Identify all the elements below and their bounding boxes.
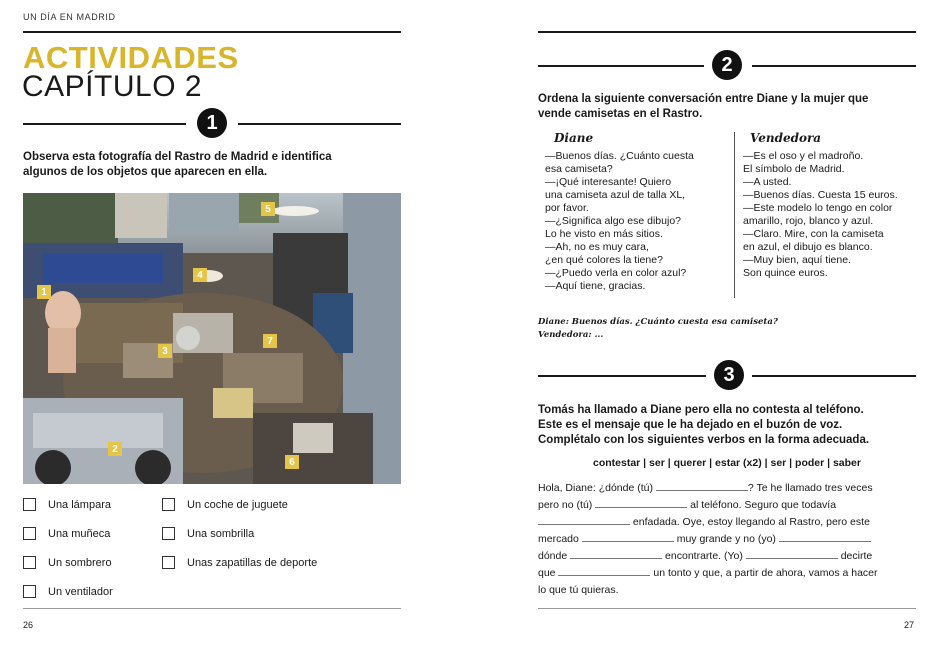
dialogue-line: Son quince euros. (743, 267, 828, 279)
message-text: Hola, Diane: ¿dónde (tú) (538, 482, 653, 494)
message-text: decirte (840, 550, 873, 562)
vendedora-heading: Vendedora (750, 131, 822, 145)
instruction-line: algunos de los objetos que aparecen en ella. (23, 166, 268, 178)
section3-divider-left (538, 375, 706, 377)
checkbox[interactable] (162, 527, 175, 540)
section3-divider-right (752, 375, 916, 377)
activity3-instruction (538, 403, 923, 448)
top-divider (23, 31, 401, 33)
message-text: ? Te he llamado tres veces (747, 482, 873, 494)
checkbox[interactable] (162, 556, 175, 569)
dialogue-line: —Aquí tiene, gracias. (545, 280, 646, 292)
rastro-market-photo (23, 193, 401, 484)
message-text: al teléfono. Seguro que todavía (690, 499, 837, 511)
checklist-item-doll[interactable] (23, 527, 110, 540)
photo-marker-6: 6 (285, 455, 299, 469)
fill-blank[interactable] (582, 531, 674, 542)
top-divider-right (538, 31, 916, 33)
dialogue-line: por favor. (545, 202, 589, 214)
activity2-instruction (538, 92, 923, 122)
voicemail-message (538, 480, 878, 599)
photo-marker-2: 2 (108, 442, 122, 456)
dialogue-line: El símbolo de Madrid. (743, 163, 845, 175)
section-divider-right (238, 123, 401, 125)
photo-marker-3: 3 (158, 344, 172, 358)
checklist-label: Un sombrero (48, 556, 112, 569)
answer-example-line1: Diane: Buenos días. ¿Cuánto cuesta esa camiseta? (538, 317, 778, 327)
checkbox[interactable] (23, 556, 36, 569)
message-text: enfadada. Oye, estoy llegando al Rastro, pero este (632, 516, 870, 528)
footer-divider-right (538, 608, 916, 609)
checklist-item-umbrella[interactable] (162, 527, 254, 540)
section2-divider-right (752, 65, 916, 67)
checklist-label: Una lámpara (48, 498, 111, 511)
column-divider (734, 132, 735, 298)
activity-number-badge: 1 (197, 108, 227, 138)
diane-lines (545, 150, 694, 293)
instruction-line: Este es el mensaje que le ha dejado en el buzón de voz. (538, 419, 843, 431)
answer-example-line2: Vendedora: ... (538, 330, 604, 340)
activities-title: ACTIVIDADES (23, 40, 239, 75)
dialogue-line: ¿en qué colores la tiene? (545, 254, 663, 266)
checklist-label: Una muñeca (48, 527, 111, 540)
dialogue-line: —¿Significa algo ese dibujo? (545, 215, 681, 227)
instruction-line: vende camisetas en el Rastro. (538, 108, 703, 120)
instruction-line: Tomás ha llamado a Diane pero ella no contesta al teléfono. (538, 404, 864, 416)
section-divider-left (23, 123, 186, 125)
fill-blank[interactable] (558, 565, 650, 576)
message-text: dónde (538, 550, 568, 562)
running-header: UN DÍA EN MADRID (23, 12, 116, 22)
photo-marker-1: 1 (37, 285, 51, 299)
checklist-item-hat[interactable] (23, 556, 112, 569)
message-text: mercado (538, 533, 579, 545)
dialogue-line: —¡Qué interesante! Quiero (545, 176, 672, 188)
checklist-label: Unas zapatillas de deporte (187, 556, 318, 569)
dialogue-line: Lo he visto en más sitios. (545, 228, 663, 240)
fill-blank[interactable] (538, 514, 630, 525)
dialogue-line: —Claro. Mire, con la camiseta (743, 228, 884, 240)
fill-blank[interactable] (746, 548, 838, 559)
activity-instruction (23, 150, 403, 180)
dialogue-line: esa camiseta? (545, 163, 613, 175)
dialogue-line: —Buenos días. ¿Cuánto cuesta (545, 150, 694, 162)
checklist-item-toy-car[interactable] (162, 498, 288, 511)
market-scene-illustration (23, 193, 401, 484)
checkbox[interactable] (23, 585, 36, 598)
page-number-left: 26 (23, 620, 34, 630)
checklist-label: Una sombrilla (187, 527, 255, 540)
activity3-number-badge: 3 (714, 360, 744, 390)
section2-divider-left (538, 65, 704, 67)
fill-blank[interactable] (656, 480, 748, 491)
message-text: que (538, 567, 556, 579)
message-text: encontrarte. (Yo) (665, 550, 743, 562)
checklist-label: Un ventilador (48, 585, 113, 598)
checklist-item-fan[interactable] (23, 585, 113, 598)
fill-blank[interactable] (595, 497, 687, 508)
dialogue-line: una camiseta azul de talla XL, (545, 189, 686, 201)
verb-list: contestar | ser | querer | estar (x2) | ser | poder | saber (593, 457, 861, 469)
dialogue-line: —Es el oso y el madroño. (743, 150, 864, 162)
checklist-item-sneakers[interactable] (162, 556, 317, 569)
dialogue-line: —Este modelo lo tengo en color (743, 202, 893, 214)
dialogue-line: —Buenos días. Cuesta 15 euros. (743, 189, 898, 201)
instruction-line: Ordena la siguiente conversación entre Diane y la mujer que (538, 93, 869, 105)
diane-heading: Diane (554, 131, 594, 145)
photo-marker-4: 4 (193, 268, 207, 282)
checklist-item-lamp[interactable] (23, 498, 111, 511)
message-text: un tonto y que, a partir de ahora, vamos a hacer (653, 567, 878, 579)
message-text: lo que tú quieras. (538, 584, 619, 596)
checkbox[interactable] (23, 498, 36, 511)
photo-marker-5: 5 (261, 202, 275, 216)
dialogue-line: —¿Puedo verla en color azul? (545, 267, 687, 279)
dialogue-line: —A usted. (743, 176, 792, 188)
photo-marker-7: 7 (263, 334, 277, 348)
dialogue-line: —Muy bien, aquí tiene. (743, 254, 851, 266)
dialogue-line: en azul, el dibujo es blanco. (743, 241, 873, 253)
instruction-line: Complétalo con los siguientes verbos en la forma adecuada. (538, 434, 870, 446)
vendedora-lines (743, 150, 898, 280)
dialogue-line: —Ah, no es muy cara, (545, 241, 649, 253)
checkbox[interactable] (23, 527, 36, 540)
checkbox[interactable] (162, 498, 175, 511)
message-text: muy grande y no (yo) (676, 533, 776, 545)
page-number-right: 27 (904, 620, 915, 630)
fill-blank[interactable] (570, 548, 662, 559)
chapter-title: CAPÍTULO 2 (22, 70, 203, 103)
dialogue-line: amarillo, rojo, blanco y azul. (743, 215, 874, 227)
fill-blank[interactable] (779, 531, 871, 542)
activity2-number-badge: 2 (712, 50, 742, 80)
message-text: pero no (tú) (538, 499, 593, 511)
instruction-line: Observa esta fotografía del Rastro de Madrid e identifica (23, 151, 332, 163)
checklist-label: Un coche de juguete (187, 498, 288, 511)
footer-divider (23, 608, 401, 609)
